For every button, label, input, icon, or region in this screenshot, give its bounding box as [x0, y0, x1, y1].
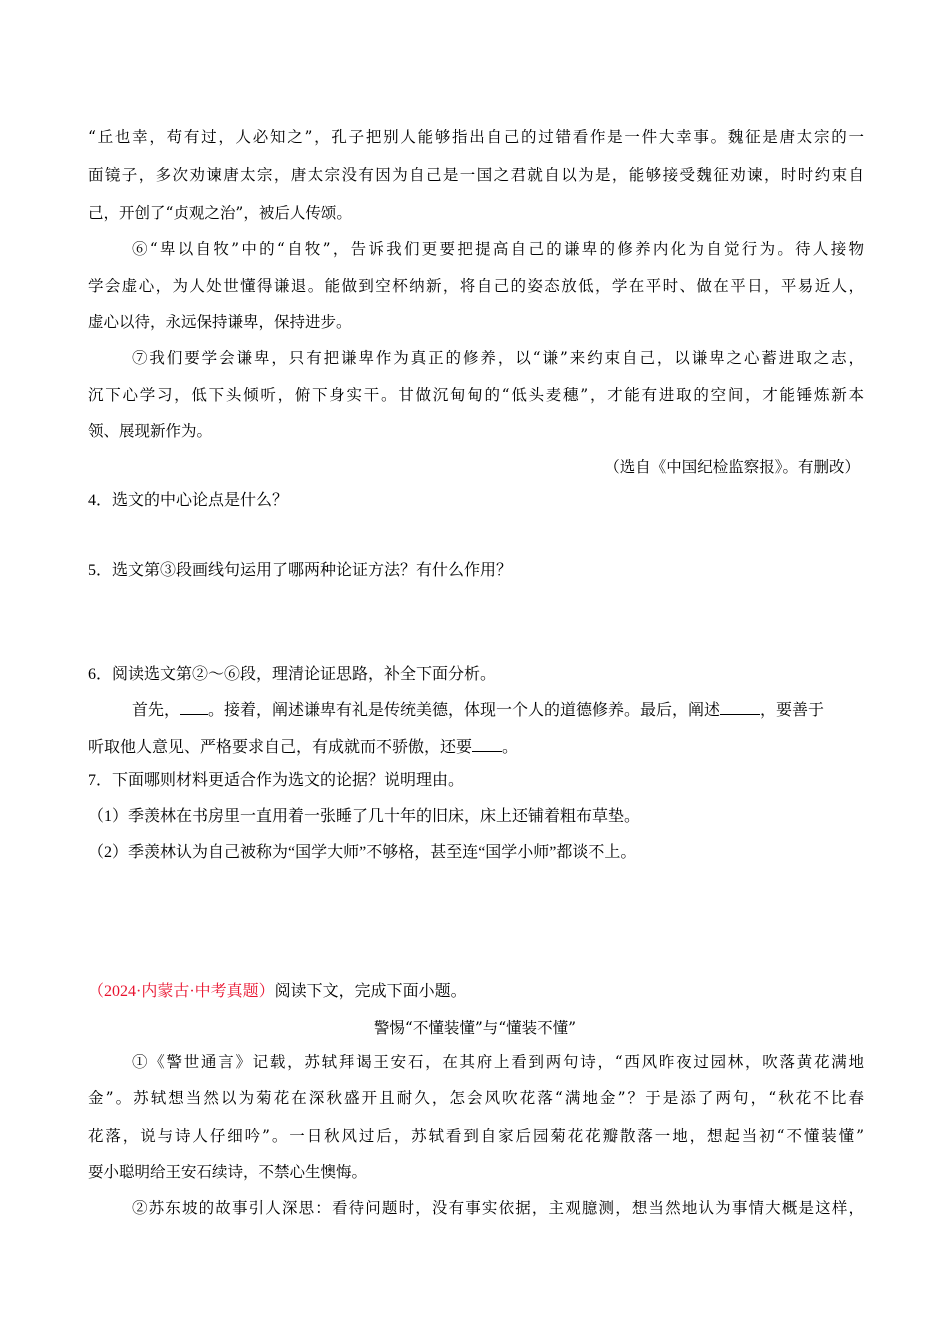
document-page: “丘也幸，苟有过，人必知之”，孔子把别人能够指出自己的过错看作是一件大幸事。魏征是唐太宗的一 面镜子，多次劝谏唐太宗，唐太宗没有因为自己是一国之君就自以为是，能够接受魏征劝谏，时时约束自 己，开创了“贞观之治”，被后人传颂。 ⑥“卑以自牧”中的“自牧”，告诉我们更要把提高自己的谦卑的修养内化为自觉行为。待人接物 学会虚心，为人处世懂得谦退。能做到空杯纳新，将自己的姿态放低，学在平时、做在平日，平易近人， 虚心以待，永远保持谦卑，保持进步。 ⑦我们要学会谦卑，只有把谦卑作为真正的修养，以“谦”来约束自己，以谦卑之心蓄进取之志， 沉下心学习，低下头倾听，俯下身实干。甘做沉甸甸的“低头麦穗”，才能有进取的空间，才能锤炼新本 领、展现新作为。 （选自《中国纪检监察报》。有删改） 4．选文的中心论点是什么？ 5．选文第③段画线句运用了哪两种论证方法？有什么作用？ 6．阅读选文第②～⑥段，理清论证思路，补全下面分析。 首先， 。接着，阐述谦卑有礼是传统美德，体现一个人的道德修养。最后，阐述 ，要善于 听取他人意见、严格要求自己，有成就而不骄傲，还要 。 7．下面哪则材料更适合作为选文的论据？说明理由。 （1）季羡林在书房里一直用着一张睡了几十年的旧床，床上还铺着粗布草垫。 （2）季羡林认为自己被称为“国学大师”不够格，甚至连“国学小师”都谈不上。 （2024·内蒙古·中考真题）阅读下文，完成下面小题。 警惕“不懂装懂”与“懂装不懂” ①《警世通言》记载，苏轼拜谒王安石，在其府上看到两句诗，“西风昨夜过园林，吹落黄花满地 金”。苏轼想当然以为菊花在深秋盛开且耐久，怎会风吹花落“满地金”？于是添了两句，“秋花不比春 花落，说与诗人仔细吟”。一日秋风过后，苏轼看到自家后园菊花花瓣散落一地，想起当初“不懂装懂” 耍小聪明给王安石续诗，不禁心生懊悔。 ②苏东坡的故事引人深思：看待问题时，没有事实依据，主观臆测，想当然地认为事情大概是这样，: [88, 128, 864, 1217]
answer-blank[interactable]: [720, 700, 760, 715]
answer-blank[interactable]: [472, 737, 502, 752]
answer-blank[interactable]: [180, 700, 208, 715]
exam-tag: （2024·内蒙古·中考真题）: [88, 983, 275, 1000]
